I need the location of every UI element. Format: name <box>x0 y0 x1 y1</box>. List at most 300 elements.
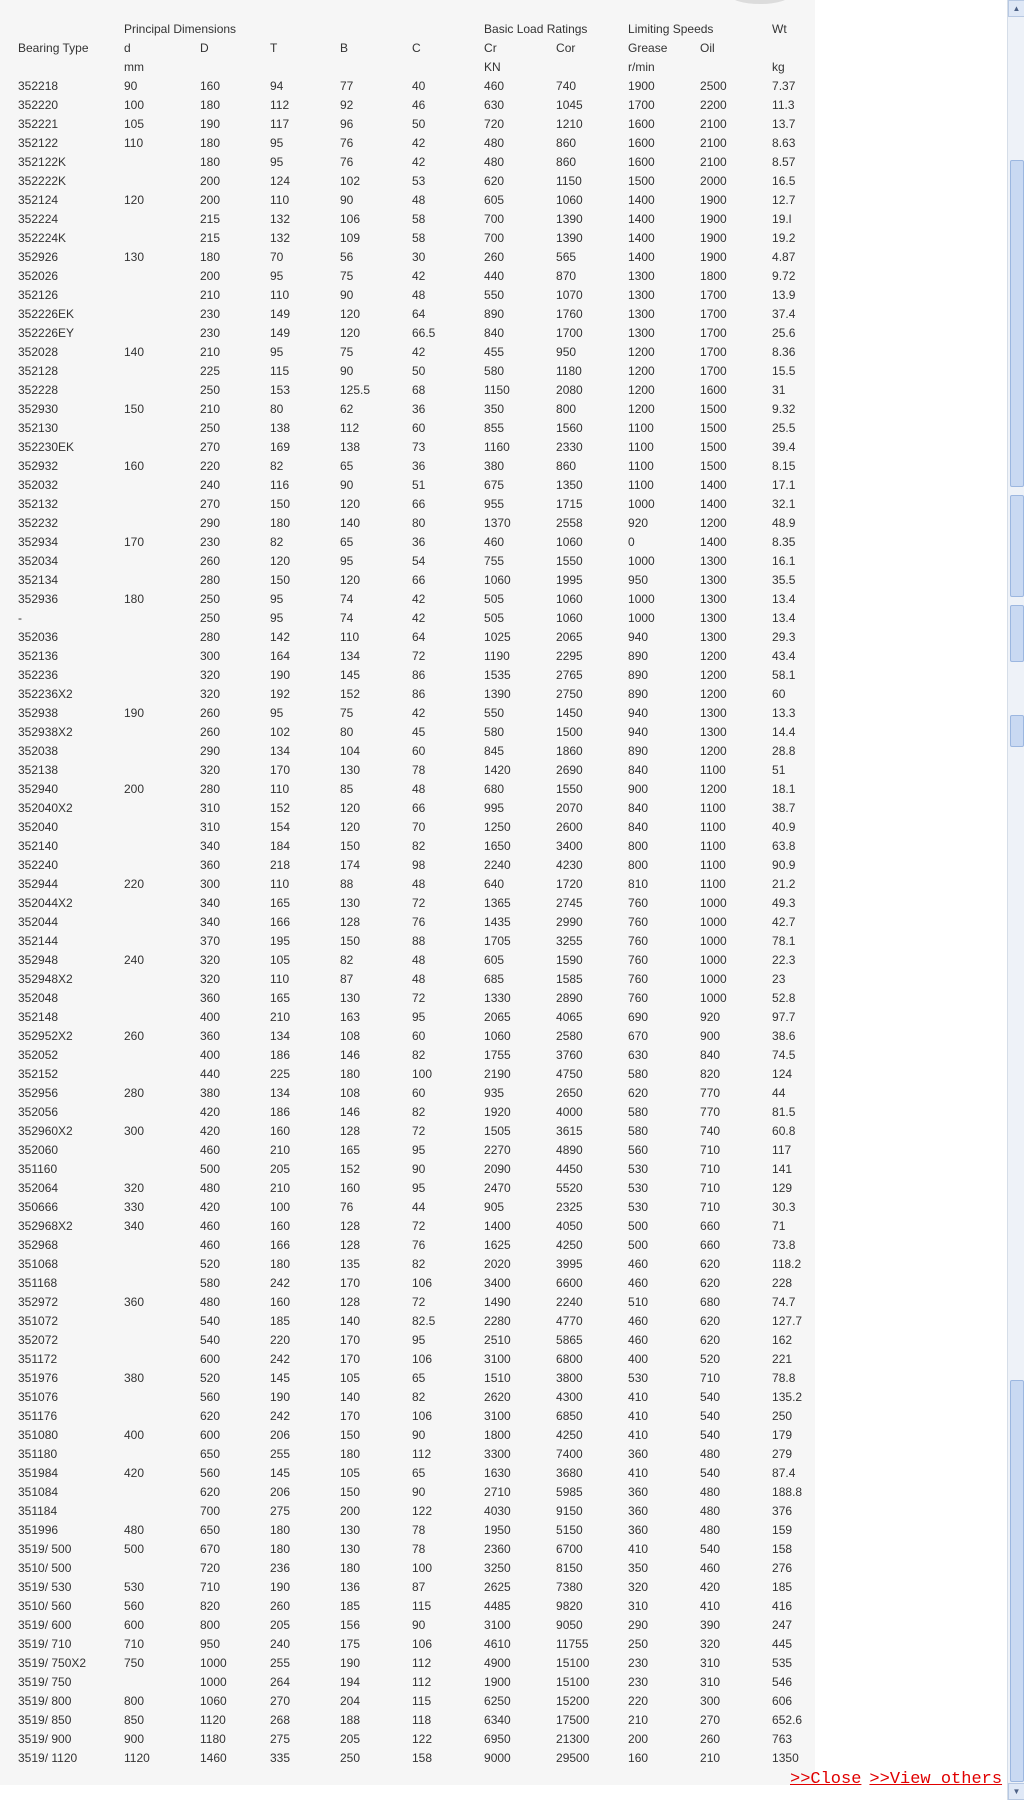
cell-c: 42 <box>412 155 426 169</box>
cell-b: 76 <box>340 136 354 150</box>
cell-wt: 250 <box>772 1409 793 1423</box>
cell-grease: 1500 <box>628 174 655 188</box>
cell-d: 90 <box>124 79 138 93</box>
cell-grease: 320 <box>628 1580 649 1594</box>
cell-wt: 4.87 <box>772 250 796 264</box>
cell-outer-d: 700 <box>200 1504 221 1518</box>
scroll-thumb[interactable] <box>1010 495 1024 597</box>
table-row <box>14 1673 824 1692</box>
table-row <box>14 1692 824 1711</box>
table-row <box>14 647 824 666</box>
cell-oil: 1600 <box>700 383 727 397</box>
cell-grease: 1600 <box>628 155 655 169</box>
table-row <box>14 1141 824 1160</box>
cell-b: 106 <box>340 212 361 226</box>
cell-outer-d: 280 <box>200 782 221 796</box>
cell-bearing-type: 352230EK <box>18 440 75 454</box>
cell-wt: 8.15 <box>772 459 796 473</box>
cell-c: 60 <box>412 421 426 435</box>
cell-wt: 35.5 <box>772 573 796 587</box>
cell-outer-d: 800 <box>200 1618 221 1632</box>
cell-c: 51 <box>412 478 426 492</box>
cell-b: 134 <box>340 649 361 663</box>
cell-b: 150 <box>340 839 361 853</box>
cell-d: 260 <box>124 1029 145 1043</box>
cell-grease: 1000 <box>628 592 655 606</box>
cell-bearing-type: 3519/ 900 <box>18 1732 72 1746</box>
top-tab-shape <box>730 0 790 4</box>
cell-cor: 2765 <box>556 668 583 682</box>
cell-c: 70 <box>412 820 426 834</box>
principal-dimensions-header: Principal Dimensions <box>124 22 237 36</box>
cell-bearing-type: 3519/ 1120 <box>18 1751 78 1765</box>
cell-t: 138 <box>270 421 291 435</box>
cell-oil: 710 <box>700 1181 721 1195</box>
cell-bearing-type: 352236X2 <box>18 687 73 701</box>
cell-outer-d: 620 <box>200 1485 221 1499</box>
cell-wt: 29.3 <box>772 630 796 644</box>
cell-t: 190 <box>270 1580 291 1594</box>
cell-wt: 19.2 <box>772 231 796 245</box>
cell-d <box>120 932 196 951</box>
cell-c: 82 <box>412 1105 426 1119</box>
cell-outer-d: 540 <box>200 1314 221 1328</box>
cell-d <box>120 666 196 685</box>
cell-bearing-type: 352938 <box>18 706 59 720</box>
cell-b: 74 <box>340 592 354 606</box>
cell-t: 225 <box>270 1067 291 1081</box>
cell-wt: 8.35 <box>772 535 796 549</box>
column-header-row <box>14 39 824 58</box>
cell-grease: 360 <box>628 1504 649 1518</box>
cell-cor: 1150 <box>556 174 582 188</box>
cell-d <box>120 362 196 381</box>
cell-b: 130 <box>340 991 361 1005</box>
cell-grease: 500 <box>628 1238 649 1252</box>
cell-cor: 4250 <box>556 1428 583 1442</box>
cell-c: 122 <box>412 1732 433 1746</box>
cell-b: 145 <box>340 668 361 682</box>
cell-t: 160 <box>270 1219 291 1233</box>
cell-wt: 162 <box>772 1333 793 1347</box>
cell-cr: 1705 <box>484 934 511 948</box>
cell-oil: 1500 <box>700 421 727 435</box>
cell-cr: 1150 <box>484 383 510 397</box>
cell-cr: 700 <box>484 212 505 226</box>
cell-oil: 1900 <box>700 231 727 245</box>
cell-oil: 320 <box>700 1637 721 1651</box>
cell-cr: 1400 <box>484 1219 511 1233</box>
cell-wt: 60.8 <box>772 1124 796 1138</box>
cell-bearing-type: 352930 <box>18 402 59 416</box>
cell-t: 124 <box>270 174 291 188</box>
table-row <box>14 1046 824 1065</box>
cell-cor: 3615 <box>556 1124 583 1138</box>
cell-b: 170 <box>340 1352 361 1366</box>
cell-c: 42 <box>412 269 426 283</box>
unit-row <box>14 58 824 77</box>
cell-d <box>120 989 196 1008</box>
cell-oil: 270 <box>700 1713 721 1727</box>
cell-outer-d: 540 <box>200 1333 221 1347</box>
cell-oil: 1200 <box>700 782 727 796</box>
cell-b: 174 <box>340 858 361 872</box>
cell-oil: 1800 <box>700 269 727 283</box>
cell-wt: 25.5 <box>772 421 796 435</box>
cell-c: 65 <box>412 1466 426 1480</box>
scroll-thumb[interactable] <box>1010 605 1024 662</box>
col-wt-blank <box>768 39 824 58</box>
cell-outer-d: 1120 <box>200 1713 226 1727</box>
cell-oil: 710 <box>700 1371 721 1385</box>
cell-oil: 1700 <box>700 364 727 378</box>
cell-cr: 480 <box>484 155 505 169</box>
cell-c: 48 <box>412 877 426 891</box>
cell-bearing-type: 352968X2 <box>18 1219 73 1233</box>
cell-wt: 97.7 <box>772 1010 796 1024</box>
cell-c: 46 <box>412 98 426 112</box>
cell-wt: 78.1 <box>772 934 796 948</box>
cell-t: 190 <box>270 1390 291 1404</box>
cell-cr: 3100 <box>484 1618 511 1632</box>
table-row <box>14 1369 824 1388</box>
cell-cr: 2190 <box>484 1067 511 1081</box>
col-t: T <box>270 41 278 55</box>
cell-t: 80 <box>270 402 284 416</box>
cell-cr: 995 <box>484 801 505 815</box>
cell-bearing-type: 352126 <box>18 288 59 302</box>
cell-cr: 4030 <box>484 1504 511 1518</box>
cell-t: 117 <box>270 117 290 131</box>
cell-oil: 1100 <box>700 801 726 815</box>
cell-cor: 4890 <box>556 1143 583 1157</box>
cell-cor: 29500 <box>556 1751 590 1765</box>
cell-cor: 5520 <box>556 1181 583 1195</box>
cell-t: 70 <box>270 250 284 264</box>
cell-cr: 855 <box>484 421 505 435</box>
cell-oil: 2200 <box>700 98 727 112</box>
cell-cor: 950 <box>556 345 577 359</box>
cell-b: 88 <box>340 877 354 891</box>
cell-oil: 1000 <box>700 934 727 948</box>
cell-bearing-type: 350666 <box>18 1200 59 1214</box>
cell-oil: 480 <box>700 1485 721 1499</box>
cell-t: 95 <box>270 269 284 283</box>
cell-d <box>120 761 196 780</box>
cell-t: 270 <box>270 1694 291 1708</box>
scroll-up-icon[interactable]: ▲ <box>1008 0 1024 17</box>
cell-t: 82 <box>270 535 284 549</box>
cell-t: 195 <box>270 934 291 948</box>
cell-d <box>120 894 196 913</box>
cell-oil: 310 <box>700 1675 721 1689</box>
cell-c: 48 <box>412 782 426 796</box>
table-row <box>14 1711 824 1730</box>
cell-cor: 1860 <box>556 744 583 758</box>
vertical-scrollbar[interactable] <box>1007 0 1024 1800</box>
cell-cor: 1550 <box>556 782 583 796</box>
cell-cr: 1920 <box>484 1105 511 1119</box>
cell-wt: 18.1 <box>772 782 796 796</box>
table-row <box>14 1502 824 1521</box>
cell-grease: 840 <box>628 763 649 777</box>
cell-bearing-type: 351084 <box>18 1485 59 1499</box>
cell-outer-d: 270 <box>200 497 221 511</box>
cell-bearing-type: 352224 <box>18 212 59 226</box>
cell-t: 210 <box>270 1010 291 1024</box>
table-row <box>14 913 824 932</box>
cell-t: 134 <box>270 744 291 758</box>
cell-d <box>120 1160 196 1179</box>
cell-outer-d: 320 <box>200 763 221 777</box>
cell-bearing-type: 352040 <box>18 820 59 834</box>
cell-b: 120 <box>340 497 361 511</box>
cell-c: 72 <box>412 1124 426 1138</box>
cell-c: 122 <box>412 1504 433 1518</box>
cell-grease: 890 <box>628 687 649 701</box>
cell-outer-d: 320 <box>200 668 221 682</box>
cell-t: 94 <box>270 79 284 93</box>
scroll-thumb[interactable] <box>1010 160 1024 487</box>
cell-c: 87 <box>412 1580 426 1594</box>
cell-cor: 9150 <box>556 1504 583 1518</box>
cell-cor: 2325 <box>556 1200 583 1214</box>
cell-wt: 19.l <box>772 212 792 226</box>
cell-outer-d: 520 <box>200 1371 221 1385</box>
cell-cr: 3250 <box>484 1561 511 1575</box>
cell-oil: 1200 <box>700 744 727 758</box>
col-grease: Grease <box>628 41 668 55</box>
cell-cr: 1535 <box>484 668 511 682</box>
cell-d: 1120 <box>124 1751 150 1765</box>
cell-wt: 188.8 <box>772 1485 803 1499</box>
cell-grease: 760 <box>628 972 649 986</box>
cell-t: 95 <box>270 611 284 625</box>
cell-b: 90 <box>340 364 354 378</box>
cell-wt: 13.3 <box>772 706 796 720</box>
cell-grease: 1100 <box>628 440 654 454</box>
cell-c: 58 <box>412 212 426 226</box>
cell-grease: 810 <box>628 877 649 891</box>
cell-oil: 620 <box>700 1276 721 1290</box>
cell-oil: 1000 <box>700 953 727 967</box>
cell-c: 60 <box>412 1086 426 1100</box>
cell-wt: 38.7 <box>772 801 796 815</box>
cell-cor: 2065 <box>556 630 583 644</box>
cell-d <box>120 305 196 324</box>
cell-cr: 890 <box>484 307 505 321</box>
cell-cr: 3300 <box>484 1447 511 1461</box>
cell-grease: 290 <box>628 1618 649 1632</box>
cell-bearing-type: 352226EK <box>18 307 75 321</box>
cell-b: 110 <box>340 630 360 644</box>
table-row <box>14 989 824 1008</box>
table-row <box>14 381 824 400</box>
table-row <box>14 1654 824 1673</box>
cell-bearing-type: 352144 <box>18 934 59 948</box>
cell-d: 330 <box>124 1200 145 1214</box>
table-row <box>14 286 824 305</box>
cell-wt: 13.7 <box>772 117 796 131</box>
cell-cor: 860 <box>556 155 577 169</box>
cell-c: 90 <box>412 1618 426 1632</box>
cell-bearing-type: 352134 <box>18 573 59 587</box>
cell-d <box>120 210 196 229</box>
cell-oil: 260 <box>700 1732 721 1746</box>
cell-outer-d: 460 <box>200 1143 221 1157</box>
table-row <box>14 1730 824 1749</box>
cell-cor: 740 <box>556 79 577 93</box>
cell-d <box>120 495 196 514</box>
cell-wt: 16.1 <box>772 554 796 568</box>
cell-c: 45 <box>412 725 426 739</box>
cell-b: 140 <box>340 1314 361 1328</box>
cell-wt: 44 <box>772 1086 786 1100</box>
cell-oil: 2500 <box>700 79 727 93</box>
cell-cor: 3800 <box>556 1371 583 1385</box>
cell-outer-d: 260 <box>200 706 221 720</box>
cell-grease: 0 <box>628 535 635 549</box>
cell-grease: 1100 <box>628 478 654 492</box>
cell-oil: 1300 <box>700 554 727 568</box>
cell-wt: 535 <box>772 1656 793 1670</box>
cell-d <box>120 267 196 286</box>
cell-t: 180 <box>270 516 291 530</box>
cell-wt: 8.36 <box>772 345 796 359</box>
cell-wt: 8.57 <box>772 155 796 169</box>
close-link[interactable]: >>Close <box>790 1770 862 1789</box>
cell-d <box>120 1673 196 1692</box>
cell-grease: 530 <box>628 1162 649 1176</box>
cell-oil: 2100 <box>700 155 727 169</box>
cell-wt: 40.9 <box>772 820 796 834</box>
cell-grease: 500 <box>628 1219 649 1233</box>
cell-wt: 247 <box>772 1618 793 1632</box>
unit-blank <box>696 58 768 77</box>
cell-d: 710 <box>124 1637 145 1651</box>
cell-t: 110 <box>270 193 290 207</box>
cell-wt: 445 <box>772 1637 793 1651</box>
cell-d: 480 <box>124 1523 145 1537</box>
cell-c: 115 <box>412 1694 432 1708</box>
cell-bearing-type: 352034 <box>18 554 59 568</box>
cell-b: 140 <box>340 1390 361 1404</box>
cell-outer-d: 360 <box>200 858 221 872</box>
cell-cr: 9000 <box>484 1751 511 1765</box>
unit-blank <box>196 58 266 77</box>
cell-oil: 2100 <box>700 117 727 131</box>
cell-wt: 159 <box>772 1523 793 1537</box>
cell-c: 36 <box>412 402 426 416</box>
cell-bearing-type: 3510/ 500 <box>18 1561 72 1575</box>
cell-oil: 680 <box>700 1295 721 1309</box>
cell-t: 192 <box>270 687 291 701</box>
cell-wt: 17.1 <box>772 478 796 492</box>
cell-t: 268 <box>270 1713 291 1727</box>
cell-cr: 480 <box>484 136 505 150</box>
cell-b: 205 <box>340 1732 361 1746</box>
cell-grease: 1200 <box>628 383 655 397</box>
cell-wt: 28.8 <box>772 744 796 758</box>
view-others-link[interactable]: >>View others <box>869 1770 1003 1789</box>
cell-cor: 2330 <box>556 440 583 454</box>
unit-blank <box>266 58 336 77</box>
cell-wt: 63.8 <box>772 839 796 853</box>
table-row <box>14 1008 824 1027</box>
cell-outer-d: 520 <box>200 1257 221 1271</box>
cell-grease: 580 <box>628 1105 649 1119</box>
cell-bearing-type: 352944 <box>18 877 59 891</box>
cell-cor: 2080 <box>556 383 583 397</box>
cell-cor: 4250 <box>556 1238 583 1252</box>
cell-oil: 1300 <box>700 725 727 739</box>
table-row <box>14 400 824 419</box>
cell-b: 130 <box>340 1542 361 1556</box>
cell-t: 275 <box>270 1732 291 1746</box>
cell-d <box>120 571 196 590</box>
cell-b: 165 <box>340 1143 361 1157</box>
cell-t: 220 <box>270 1333 291 1347</box>
table-row <box>14 1160 824 1179</box>
cell-grease: 350 <box>628 1561 649 1575</box>
cell-outer-d: 200 <box>200 269 221 283</box>
cell-bearing-type: 352226EY <box>18 326 75 340</box>
table-row <box>14 552 824 571</box>
cell-d: 850 <box>124 1713 145 1727</box>
cell-oil: 1000 <box>700 991 727 1005</box>
cell-cor: 1060 <box>556 611 583 625</box>
cell-outer-d: 310 <box>200 820 221 834</box>
cell-cor: 2600 <box>556 820 583 834</box>
cell-bearing-type: 351168 <box>18 1276 58 1290</box>
table-row <box>14 438 824 457</box>
table-row <box>14 628 824 647</box>
cell-b: 109 <box>340 231 361 245</box>
cell-wt: 30.3 <box>772 1200 796 1214</box>
cell-cor: 1560 <box>556 421 583 435</box>
cell-c: 115 <box>412 1599 432 1613</box>
cell-wt: 23 <box>772 972 786 986</box>
table-row <box>14 77 824 96</box>
cell-wt: 37.4 <box>772 307 796 321</box>
scroll-thumb[interactable] <box>1010 1380 1024 1782</box>
cell-cr: 1190 <box>484 649 510 663</box>
cell-outer-d: 1460 <box>200 1751 227 1765</box>
cell-d: 240 <box>124 953 145 967</box>
cell-t: 210 <box>270 1143 291 1157</box>
table-row <box>14 1027 824 1046</box>
cell-grease: 1300 <box>628 269 655 283</box>
cell-c: 66 <box>412 801 426 815</box>
scroll-down-icon[interactable]: ▼ <box>1008 1783 1024 1800</box>
cell-outer-d: 360 <box>200 991 221 1005</box>
cell-bearing-type: 352220 <box>18 98 59 112</box>
cell-d <box>120 1388 196 1407</box>
col-b: B <box>340 41 349 55</box>
cell-c: 90 <box>412 1162 426 1176</box>
scroll-thumb[interactable] <box>1010 715 1024 747</box>
cell-t: 160 <box>270 1295 291 1309</box>
cell-outer-d: 480 <box>200 1181 221 1195</box>
cell-cor: 565 <box>556 250 577 264</box>
cell-t: 150 <box>270 573 291 587</box>
cell-cr: 2240 <box>484 858 511 872</box>
cell-d <box>120 1236 196 1255</box>
cell-cr: 700 <box>484 231 505 245</box>
cell-outer-d: 210 <box>200 402 221 416</box>
cell-c: 72 <box>412 1219 426 1233</box>
cell-bearing-type: 3519/ 750 <box>18 1675 72 1689</box>
